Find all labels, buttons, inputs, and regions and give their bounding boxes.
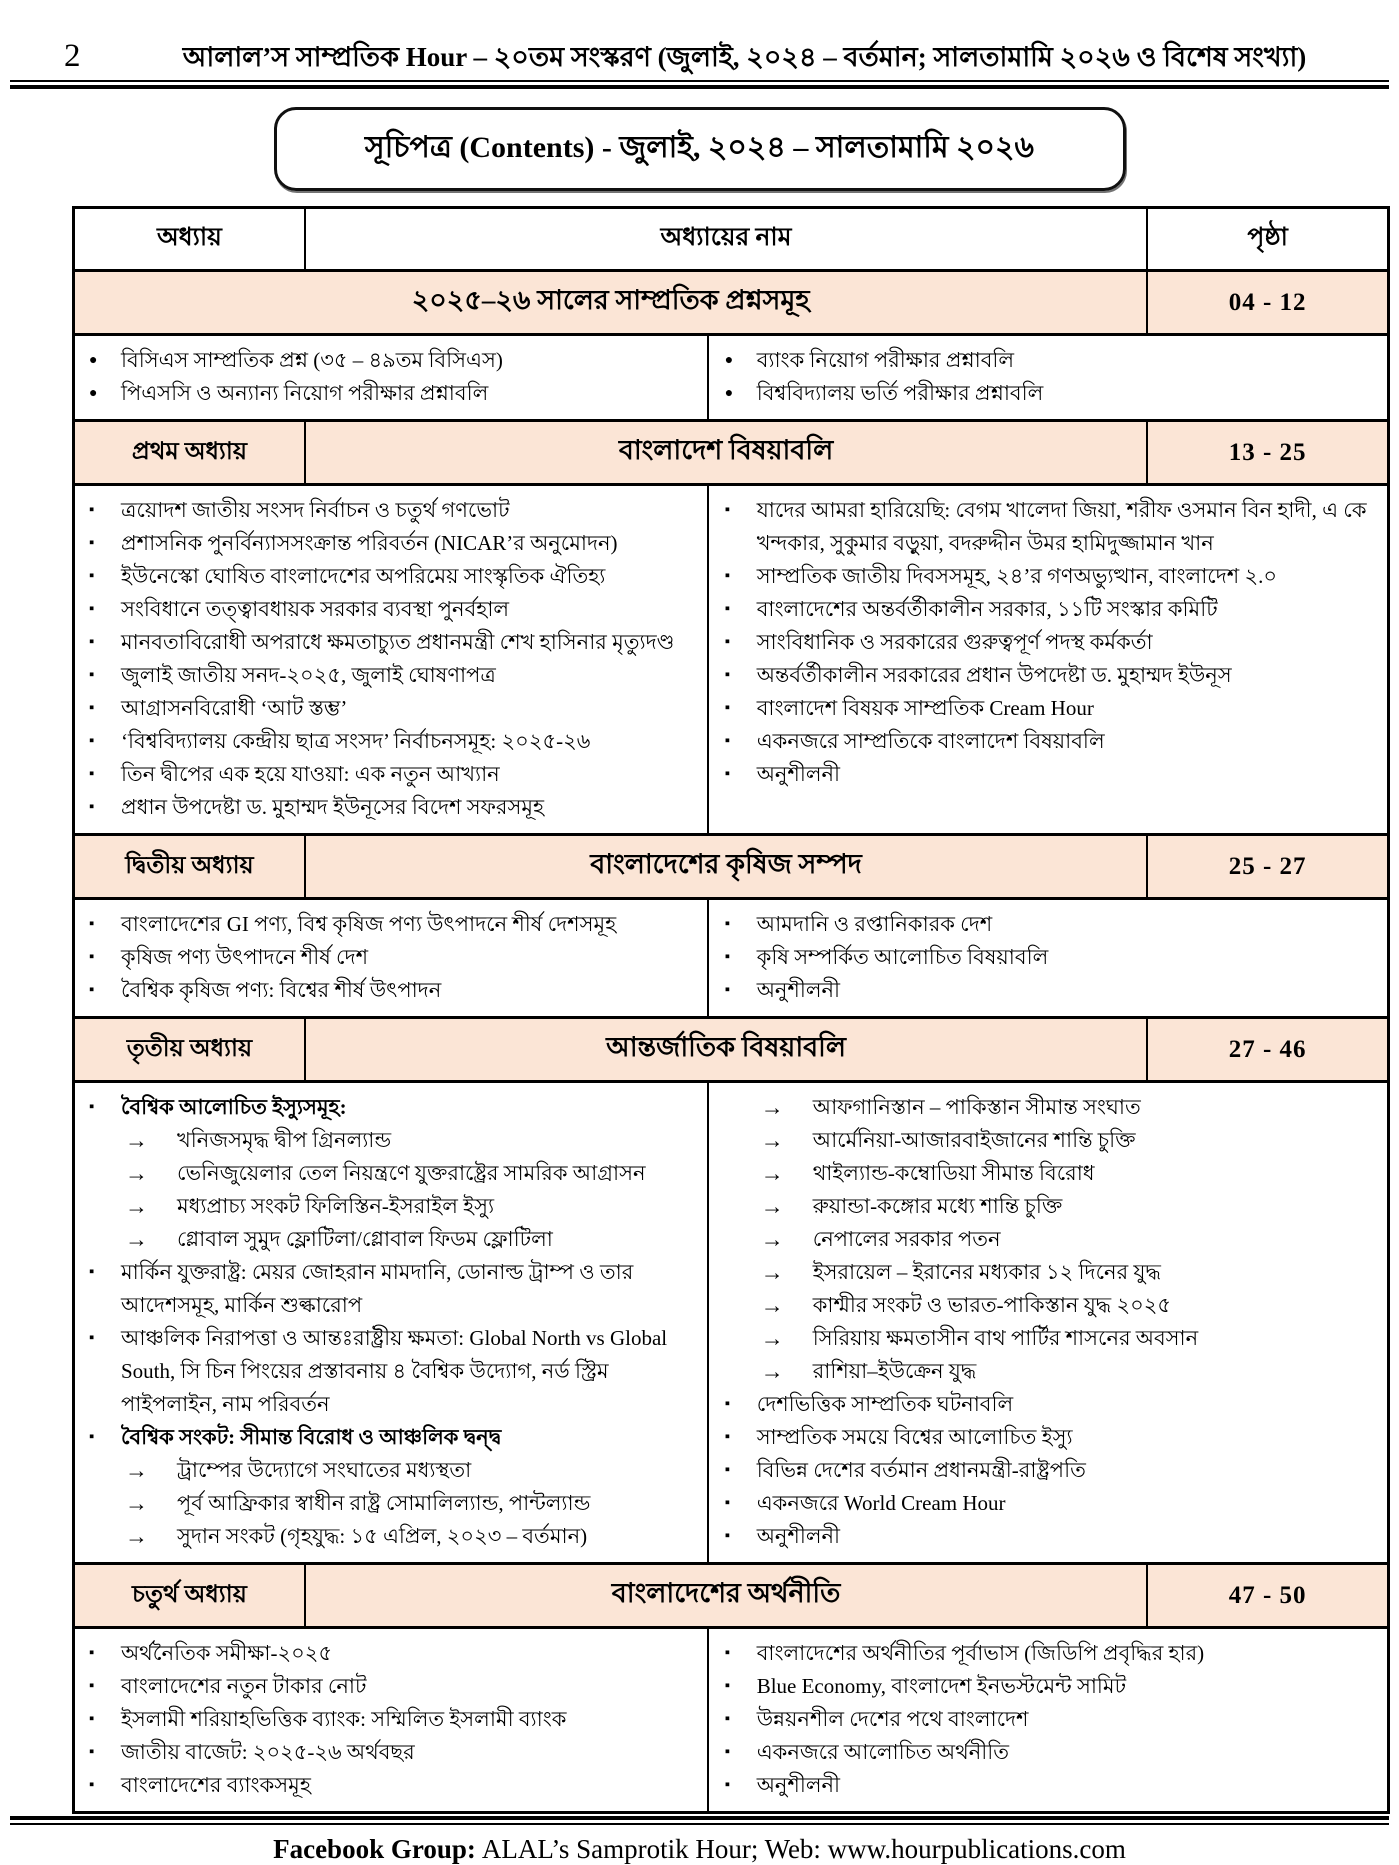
arrow-bullet-icon: → xyxy=(125,1491,148,1516)
toc-item-text: অনুশীলনী xyxy=(756,978,841,1002)
items-right-column xyxy=(709,900,1387,1016)
dot-bullet-icon: ● xyxy=(724,353,734,368)
toc-item-text: তিন দ্বীপের এক হয়ে যাওয়া: এক নতুন আখ্যান xyxy=(121,762,500,786)
toc-item-text: আফগানিস্তান – পাকিস্তান সীমান্ত সংঘাত xyxy=(812,1095,1141,1119)
section-items-row xyxy=(75,1629,1387,1811)
square-bullet-icon: ▪ xyxy=(724,733,731,749)
toc-item xyxy=(725,1124,1379,1157)
items-left-column xyxy=(75,1083,709,1562)
toc-item-text: পিএসসি ও অন্যান্য নিয়োগ পরীক্ষার প্রশ্নাবলি xyxy=(121,381,489,405)
toc-item-text: অনুশীলনী xyxy=(756,1773,841,1797)
section-page-range: 47 - 50 xyxy=(1228,1581,1307,1609)
square-bullet-icon: ▪ xyxy=(724,1528,731,1544)
toc-item xyxy=(89,377,699,410)
toc-item xyxy=(89,560,699,593)
toc-item xyxy=(89,725,699,758)
section-header-row xyxy=(75,1562,1387,1629)
toc-item-text: রুয়ান্ডা-কঙ্গোর মধ্যে শান্তি চুক্তি xyxy=(812,1194,1063,1218)
contents-page xyxy=(0,38,1399,1864)
toc-item-text: সিরিয়ায় ক্ষমতাসীন বাথ পার্টির শাসনের অবসান xyxy=(812,1326,1199,1350)
toc-item xyxy=(725,1487,1379,1520)
toc-item xyxy=(725,692,1379,725)
square-bullet-icon: ▪ xyxy=(724,1495,731,1511)
publication-title: আলাল’স সাম্প্রতিক Hour – ২০তম সংস্করণ (জুলাই, ২০২৪ – বর্তমান; সালতামামি ২০২৬ ও বিশেষ সংখ্যা) xyxy=(182,41,1307,72)
square-bullet-icon: ▪ xyxy=(89,1264,95,1280)
toc-item-text: সাম্প্রতিক সময়ে বিশ্বের আলোচিত ইস্যু xyxy=(756,1425,1073,1449)
section-header-row xyxy=(75,419,1387,486)
section-page-range: 13 - 25 xyxy=(1228,438,1307,466)
toc-item xyxy=(725,377,1379,410)
section-header-row xyxy=(75,1016,1387,1083)
arrow-bullet-icon: → xyxy=(760,1227,784,1252)
toc-item xyxy=(725,1091,1379,1124)
toc-item xyxy=(89,1421,699,1454)
square-bullet-icon: ▪ xyxy=(724,634,731,650)
section-items-row xyxy=(75,486,1387,833)
footer-rule xyxy=(10,1816,1389,1825)
toc-item xyxy=(89,1157,699,1190)
toc-item xyxy=(725,1223,1379,1256)
toc-item-text: অনুশীলনী xyxy=(756,1524,841,1548)
section-items-row xyxy=(75,900,1387,1016)
toc-item-text: বৈশ্বিক আলোচিত ইস্যুসমূহ: xyxy=(121,1095,347,1119)
square-bullet-icon: ▪ xyxy=(89,1429,95,1445)
toc-item xyxy=(725,659,1379,692)
toc-item-text: আঞ্চলিক নিরাপত্তা ও আন্তঃরাষ্ট্রীয় ক্ষমতা: Global North vs Global South, সি চিন পিংয়ের প্রস্তাবনায় ৪ বৈশ্বিক উদ্যোগ, নর্ড স্ট্রিম পাইপলাইন, নাম পরিবর্তন xyxy=(121,1326,668,1416)
toc-item-text: ইউনেস্কো ঘোষিত বাংলাদেশের অপরিমেয় সাংস্কৃতিক ঐতিহ্য xyxy=(121,564,606,588)
toc-item-text: বিসিএস সাম্প্রতিক প্রশ্ন (৩৫ – ৪৯তম বিসিএস) xyxy=(121,348,503,372)
toc-item xyxy=(725,1190,1379,1223)
toc-item xyxy=(725,1736,1379,1769)
page-header xyxy=(64,40,1379,73)
toc-item xyxy=(725,560,1379,593)
toc-item-text: প্রশাসনিক পুনর্বিন্যাসসংক্রান্ত পরিবর্তন (NICAR’র অনুমোদন) xyxy=(121,531,618,555)
toc-item-text: প্রধান উপদেষ্টা ড. মুহাম্মদ ইউনূসের বিদেশ সফরসমূহ xyxy=(121,795,545,819)
toc-item xyxy=(725,1454,1379,1487)
toc-item-text: রাশিয়া–ইউক্রেন যুদ্ধ xyxy=(812,1359,977,1383)
toc-item-text: ইসরায়েল – ইরানের মধ্যকার ১২ দিনের যুদ্ধ xyxy=(812,1260,1161,1284)
toc-item-text: আর্মেনিয়া-আজারবাইজানের শান্তি চুক্তি xyxy=(812,1128,1136,1152)
footer-label: Facebook Group: xyxy=(273,1834,476,1864)
toc-item-text: কৃষিজ পণ্য উৎপাদনে শীর্ষ দেশ xyxy=(121,945,369,969)
square-bullet-icon: ▪ xyxy=(89,733,95,749)
square-bullet-icon: ▪ xyxy=(89,535,95,551)
toc-item-text: অন্তর্বর্তীকালীন সরকারের প্রধান উপদেষ্টা ড. মুহাম্মদ ইউনূস xyxy=(756,663,1232,687)
section-title: বাংলাদেশ বিষয়াবলি xyxy=(306,422,1148,483)
arrow-bullet-icon: → xyxy=(125,1458,148,1483)
toc-item-text: অনুশীলনী xyxy=(756,762,841,786)
square-bullet-icon: ▪ xyxy=(724,568,731,584)
toc-item-text: সাংবিধানিক ও সরকারের গুরুত্বপূর্ণ পদস্থ কর্মকর্তা xyxy=(756,630,1153,654)
arrow-bullet-icon: → xyxy=(125,1194,148,1219)
arrow-bullet-icon: → xyxy=(760,1260,784,1285)
square-bullet-icon: ▪ xyxy=(89,916,95,932)
toc-item xyxy=(89,974,699,1007)
arrow-bullet-icon: → xyxy=(760,1161,784,1186)
toc-item xyxy=(89,1670,699,1703)
square-bullet-icon: ▪ xyxy=(724,916,731,932)
toc-item xyxy=(89,1091,699,1124)
section-items-row xyxy=(75,1083,1387,1562)
footer xyxy=(0,1834,1399,1865)
arrow-bullet-icon: → xyxy=(125,1161,148,1186)
items-left-column xyxy=(75,336,709,419)
toc-item xyxy=(89,1256,699,1322)
toc-item xyxy=(725,1256,1379,1289)
arrow-bullet-icon: → xyxy=(760,1128,784,1153)
toc-item xyxy=(89,1769,699,1802)
items-left-column xyxy=(75,900,709,1016)
square-bullet-icon: ▪ xyxy=(724,1777,731,1793)
section-items-row xyxy=(75,336,1387,419)
square-bullet-icon: ▪ xyxy=(89,1744,95,1760)
arrow-bullet-icon: → xyxy=(125,1524,148,1549)
square-bullet-icon: ▪ xyxy=(724,667,731,683)
square-bullet-icon: ▪ xyxy=(89,1711,95,1727)
toc-item xyxy=(89,344,699,377)
section-title: আন্তর্জাতিক বিষয়াবলি xyxy=(306,1019,1148,1080)
arrow-bullet-icon: → xyxy=(125,1128,148,1153)
toc-item xyxy=(725,1157,1379,1190)
toc-item xyxy=(725,1322,1379,1355)
section-chapter-label: দ্বিতীয় অধ্যায় xyxy=(75,836,306,897)
toc-item xyxy=(89,1487,699,1520)
toc-item-text: ইসলামী শরিয়াহভিত্তিক ব্যাংক: সম্মিলিত ইসলামী ব্যাংক xyxy=(121,1707,567,1731)
toc-item xyxy=(89,1703,699,1736)
square-bullet-icon: ▪ xyxy=(89,1777,95,1793)
toc-item xyxy=(89,1736,699,1769)
section-page-range: 04 - 12 xyxy=(1228,288,1307,316)
square-bullet-icon: ▪ xyxy=(89,634,95,650)
toc-item xyxy=(725,1670,1379,1703)
toc-item-text: নেপালের সরকার পতন xyxy=(812,1227,1001,1251)
toc-item-text: বাংলাদেশের অর্থনীতির পূর্বাভাস (জিডিপি প্রবৃদ্ধির হার) xyxy=(756,1641,1205,1665)
toc-item-text: বাংলাদেশের নতুন টাকার নোট xyxy=(121,1674,367,1698)
square-bullet-icon: ▪ xyxy=(724,949,731,965)
toc-item-text: সংবিধানে তত্ত্বাবধায়ক সরকার ব্যবস্থা পুনর্বহাল xyxy=(121,597,510,621)
toc-item xyxy=(89,593,699,626)
section-page-range: 25 - 27 xyxy=(1228,852,1307,880)
toc-item-text: ত্রয়োদশ জাতীয় সংসদ নির্বাচন ও চতুর্থ গণভোট xyxy=(121,498,510,522)
square-bullet-icon: ▪ xyxy=(89,601,95,617)
square-bullet-icon: ▪ xyxy=(724,1645,731,1661)
toc-item xyxy=(725,1637,1379,1670)
square-bullet-icon: ▪ xyxy=(89,1645,95,1661)
arrow-bullet-icon: → xyxy=(125,1227,148,1252)
square-bullet-icon: ▪ xyxy=(724,982,731,998)
items-right-column xyxy=(709,1629,1387,1811)
table-header-row xyxy=(75,209,1387,269)
section-chapter-label: তৃতীয় অধ্যায় xyxy=(75,1019,306,1080)
toc-item xyxy=(89,791,699,824)
toc-item-text: একনজরে আলোচিত অর্থনীতি xyxy=(756,1740,1010,1764)
toc-item-text: দেশভিত্তিক সাম্প্রতিক ঘটনাবলি xyxy=(756,1392,1014,1416)
toc-item xyxy=(89,1637,699,1670)
toc-item xyxy=(89,527,699,560)
items-right-column xyxy=(709,336,1387,419)
toc-item-text: বৈশ্বিক কৃষিজ পণ্য: বিশ্বের শীর্ষ উৎপাদন xyxy=(121,978,442,1002)
square-bullet-icon: ▪ xyxy=(89,568,95,584)
section-header-row xyxy=(75,269,1387,336)
arrow-bullet-icon: → xyxy=(760,1095,784,1120)
toc-item-text: বাংলাদেশ বিষয়ক সাম্প্রতিক Cream Hour xyxy=(756,696,1094,720)
toc-item xyxy=(725,941,1379,974)
toc-item-text: ‘বিশ্ববিদ্যালয় কেন্দ্রীয় ছাত্র সংসদ’ নির্বাচনসমূহ: ২০২৫-২৬ xyxy=(121,729,591,753)
square-bullet-icon: ▪ xyxy=(724,1678,731,1694)
toc-item-text: Blue Economy, বাংলাদেশ ইনভস্টমেন্ট সামিট xyxy=(756,1674,1127,1698)
arrow-bullet-icon: → xyxy=(760,1194,784,1219)
items-left-column xyxy=(75,486,709,833)
toc-item xyxy=(89,494,699,527)
arrow-bullet-icon: → xyxy=(760,1326,784,1351)
toc-item xyxy=(89,1322,699,1421)
toc-item-text: থাইল্যান্ড-কম্বোডিয়া সীমান্ত বিরোধ xyxy=(812,1161,1095,1185)
col-header-page: পৃষ্ঠা xyxy=(1247,224,1288,251)
toc-item-text: ব্যাংক নিয়োগ পরীক্ষার প্রশ্নাবলি xyxy=(756,348,1015,372)
toc-item-text: অর্থনৈতিক সমীক্ষা-২০২৫ xyxy=(121,1641,333,1665)
toc-item-text: মার্কিন যুক্তরাষ্ট্র: মেয়র জোহরান মামদানি, ডোনাল্ড ট্রাম্প ও তার আদেশসমূহ, মার্কিন শুল্কারোপ xyxy=(121,1260,634,1317)
section-chapter-label: চতুর্থ অধ্যায় xyxy=(75,1565,306,1626)
section-chapter-label: প্রথম অধ্যায় xyxy=(75,422,306,483)
square-bullet-icon: ▪ xyxy=(724,601,731,617)
toc-item xyxy=(89,1520,699,1553)
square-bullet-icon: ▪ xyxy=(89,982,95,998)
toc-item xyxy=(89,908,699,941)
section-title: বাংলাদেশের কৃষিজ সম্পদ xyxy=(306,836,1148,897)
toc-item-text: আগ্রাসনবিরোধী ‘আট স্তম্ভ’ xyxy=(121,696,348,720)
toc-item-text: সুদান সংকট (গৃহযুদ্ধ: ১৫ এপ্রিল, ২০২৩ – বর্তমান) xyxy=(177,1524,588,1548)
toc-item xyxy=(89,1223,699,1256)
contents-title-box xyxy=(274,107,1126,191)
toc-item xyxy=(89,692,699,725)
footer-text: ALAL’s Samprotik Hour; Web: www.hourpublications.com xyxy=(481,1834,1126,1864)
header-rule xyxy=(10,80,1389,89)
toc-item-text: একনজরে সাম্প্রতিকে বাংলাদেশ বিষয়াবলি xyxy=(756,729,1105,753)
arrow-bullet-icon: → xyxy=(760,1359,784,1384)
toc-item xyxy=(725,344,1379,377)
dot-bullet-icon: ● xyxy=(724,386,734,401)
dot-bullet-icon: ● xyxy=(89,353,98,368)
section-page-range: 27 - 46 xyxy=(1228,1035,1307,1063)
items-right-column xyxy=(709,1083,1387,1562)
square-bullet-icon: ▪ xyxy=(724,700,731,716)
square-bullet-icon: ▪ xyxy=(724,1744,731,1760)
contents-table xyxy=(72,206,1390,1814)
toc-item xyxy=(89,1454,699,1487)
toc-item xyxy=(725,1355,1379,1388)
square-bullet-icon: ▪ xyxy=(89,766,95,782)
toc-item-text: বিশ্ববিদ্যালয় ভর্তি পরীক্ষার প্রশ্নাবলি xyxy=(756,381,1044,405)
toc-item-text: যাদের আমরা হারিয়েছি: বেগম খালেদা জিয়া, শরীফ ওসমান বিন হাদী, এ কে খন্দকার, সুকুমার বড়ুয়া, বদরুদ্দীন উমর হামিদুজ্জামান খান xyxy=(756,498,1367,555)
toc-item xyxy=(725,1703,1379,1736)
toc-item-text: বাংলাদেশের ব্যাংকসমূহ xyxy=(121,1773,311,1797)
toc-item-text: বাংলাদেশের GI পণ্য, বিশ্ব কৃষিজ পণ্য উৎপাদনে শীর্ষ দেশসমূহ xyxy=(121,912,617,936)
toc-item-text: আমদানি ও রপ্তানিকারক দেশ xyxy=(756,912,993,936)
square-bullet-icon: ▪ xyxy=(89,1678,95,1694)
toc-item-text: বৈশ্বিক সংকট: সীমান্ত বিরোধ ও আঞ্চলিক দ্বন্দ্ব xyxy=(121,1425,502,1449)
toc-item xyxy=(725,908,1379,941)
items-left-column xyxy=(75,1629,709,1811)
col-header-chapter: অধ্যায় xyxy=(75,209,306,269)
toc-item-text: খনিজসমৃদ্ধ দ্বীপ গ্রিনল্যান্ড xyxy=(177,1128,392,1152)
dot-bullet-icon: ● xyxy=(89,386,98,401)
toc-item-text: জাতীয় বাজেট: ২০২৫-২৬ অর্থবছর xyxy=(121,1740,415,1764)
toc-item-text: কৃষি সম্পর্কিত আলোচিত বিষয়াবলি xyxy=(756,945,1049,969)
square-bullet-icon: ▪ xyxy=(89,700,95,716)
toc-item xyxy=(89,941,699,974)
toc-item-text: সাম্প্রতিক জাতীয় দিবসসমূহ, ২৪’র গণঅভ্যুত্থান, বাংলাদেশ ২.০ xyxy=(756,564,1278,588)
toc-item xyxy=(725,626,1379,659)
contents-title: সূচিপত্র (Contents) - জুলাই, ২০২৪ – সালতামামি ২০২৬ xyxy=(364,131,1035,164)
toc-item-text: একনজরে World Cream Hour xyxy=(756,1491,1006,1515)
toc-item-text: গ্লোবাল সুমুদ ফ্লোটিলা/গ্লোবাল ফিডম ফ্লোটিলা xyxy=(177,1227,553,1251)
table-body xyxy=(75,269,1387,1811)
square-bullet-icon: ▪ xyxy=(89,799,95,815)
toc-item xyxy=(89,626,699,659)
toc-item-text: ভেনিজুয়েলার তেল নিয়ন্ত্রণে যুক্তরাষ্ট্রের সামরিক আগ্রাসন xyxy=(177,1161,646,1185)
section-header-row xyxy=(75,833,1387,900)
toc-item-text: কাশ্মীর সংকট ও ভারত-পাকিস্তান যুদ্ধ ২০২৫ xyxy=(812,1293,1172,1317)
toc-item-text: বিভিন্ন দেশের বর্তমান প্রধানমন্ত্রী-রাষ্ট্রপতি xyxy=(756,1458,1086,1482)
square-bullet-icon: ▪ xyxy=(724,502,731,518)
square-bullet-icon: ▪ xyxy=(724,1396,731,1412)
toc-item-text: উন্নয়নশীল দেশের পথে বাংলাদেশ xyxy=(756,1707,1029,1731)
toc-item xyxy=(89,1124,699,1157)
toc-item xyxy=(725,1421,1379,1454)
square-bullet-icon: ▪ xyxy=(89,949,95,965)
square-bullet-icon: ▪ xyxy=(89,1330,95,1346)
section-title: ২০২৫–২৬ সালের সাম্প্রতিক প্রশ্নসমূহ xyxy=(75,272,1148,333)
square-bullet-icon: ▪ xyxy=(724,1429,731,1445)
toc-item xyxy=(725,494,1379,560)
section-title: বাংলাদেশের অর্থনীতি xyxy=(306,1565,1148,1626)
square-bullet-icon: ▪ xyxy=(89,502,95,518)
toc-item-text: মানবতাবিরোধী অপরাধে ক্ষমতাচ্যুত প্রধানমন্ত্রী শেখ হাসিনার মৃত্যুদণ্ড xyxy=(121,630,675,654)
toc-item xyxy=(725,1769,1379,1802)
square-bullet-icon: ▪ xyxy=(724,766,731,782)
toc-item xyxy=(725,1388,1379,1421)
items-right-column xyxy=(709,486,1387,833)
toc-item xyxy=(725,725,1379,758)
toc-item xyxy=(725,1520,1379,1553)
toc-item-text: ট্রাম্পের উদ্যোগে সংঘাতের মধ্যস্থতা xyxy=(177,1458,472,1482)
toc-item xyxy=(725,758,1379,791)
toc-item xyxy=(725,593,1379,626)
arrow-bullet-icon: → xyxy=(760,1293,784,1318)
toc-item xyxy=(725,974,1379,1007)
square-bullet-icon: ▪ xyxy=(724,1462,731,1478)
toc-item xyxy=(89,659,699,692)
toc-item-text: পূর্ব আফ্রিকার স্বাধীন রাষ্ট্র সোমালিল্যান্ড, পান্টল্যান্ড xyxy=(177,1491,591,1515)
col-header-name: অধ্যায়ের নাম xyxy=(306,209,1148,269)
toc-item-text: মধ্যপ্রাচ্য সংকট ফিলিস্তিন-ইসরাইল ইস্যু xyxy=(177,1194,495,1218)
toc-item xyxy=(89,1190,699,1223)
toc-item xyxy=(725,1289,1379,1322)
toc-item-text: বাংলাদেশের অন্তর্বর্তীকালীন সরকার, ১১টি সংস্কার কমিটি xyxy=(756,597,1218,621)
page-number: 2 xyxy=(64,38,81,74)
square-bullet-icon: ▪ xyxy=(724,1711,731,1727)
toc-item-text: জুলাই জাতীয় সনদ-২০২৫, জুলাই ঘোষণাপত্র xyxy=(121,663,496,687)
square-bullet-icon: ▪ xyxy=(89,667,95,683)
toc-item xyxy=(89,758,699,791)
square-bullet-icon: ▪ xyxy=(89,1099,95,1115)
